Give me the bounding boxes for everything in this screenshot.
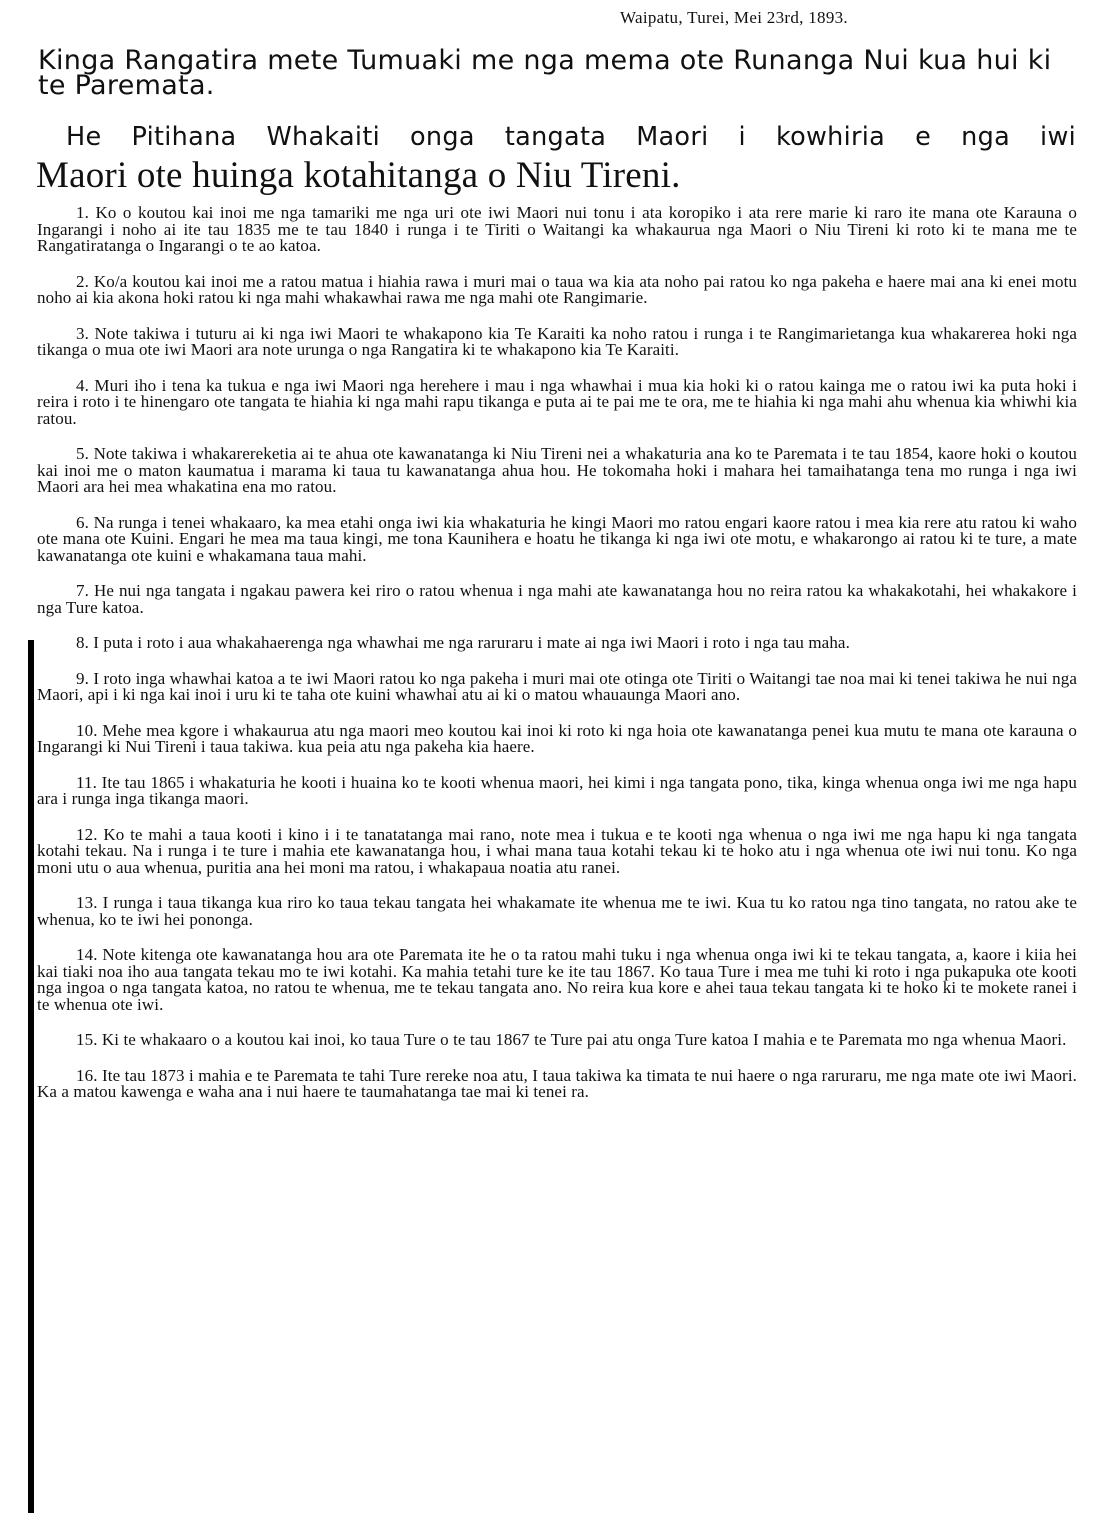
paragraph-16: 16. Ite tau 1873 i mahia e te Paremata te tahi Ture rereke noa atu, I taua takiwa ka timata te nui haere o nga raruraru, me nga mate ote iwi Maori. Ka a matou kawenga e waha ana i nui haere te taumahatanga tae mai ki tenei ra.: [37, 1065, 1077, 1101]
paragraph-3: 3. Note takiwa i tuturu ai ki nga iwi Maori te whakapono kia Te Karaiti ka noho ratou i runga i te Rangimarietanga kua whakarerea hoki nga tikanga o mua ote iwi Maori ara note urunga o nga Rangatira ki te whakapono kia Te Karaiti.: [37, 323, 1077, 359]
paragraph-8: 8. I puta i roto i aua whakahaerenga nga whawhai me nga raruraru i mate ai nga iwi Maori i roto i nga tau maha.: [76, 633, 850, 652]
margin-rule: [28, 640, 34, 1513]
paragraph-15: 15. Ki te whakaaro o a koutou kai inoi, ko taua Ture o te tau 1867 te Ture pai atu onga Ture katoa I mahia e te Paremata mo nga whenua Maori.: [76, 1030, 1067, 1049]
dateline: Waipatu, Turei, Mei 23rd, 1893.: [620, 8, 848, 27]
paragraph-12: 12. Ko te mahi a taua kooti i kino i i te tanatatanga mai rano, note mea i tukua e te kooti nga whenua o nga iwi me nga hapu ki nga tangata kotahi tekau. Na i runga i te ture i mahia ete kawanatanga hou, i whai mana taua kotahi tekau ki te hoko atu i nga whenua ote iwi nui tonu. Ko nga moni utu o aua whenua, puritia ana hei moni ma ratou, i whakapaua noatia atu ranei.: [37, 824, 1077, 877]
salutation: Kinga Rangatira mete Tumuaki me nga mema ote Runanga Nui kua hui ki te Paremata.: [38, 45, 1052, 101]
petition-title-line-1: He Pitihana Whakaiti onga tangata Maori i kowhiria e nga iwi: [66, 122, 1076, 152]
paragraph-6: 6. Na runga i tenei whakaaro, ka mea etahi onga iwi kia whakaturia he kingi Maori mo ratou engari kaore ratou i mea kia rere atu ratou ki waho ote mana ote Kuini. Engari he mea ma taua kingi, me tona Kaunihera e hoatu he tikanga ki nga iwi ote motu, e whakarongo ai ratou ki te ture, a mate kawanatanga ote kuini e whakamana taua mahi.: [37, 512, 1077, 565]
paragraph-1: 1. Ko o koutou kai inoi me nga tamariki me nga uri ote iwi Maori nui tonu i ata koropiko i ata rere marie ki raro ite mana ote Karauna o Ingarangi i noho ai ite tau 1835 me te tau 1840 i runga i te Tiriti o Waitangi ka whakaurua nga Maori o Niu Tireni ki roto ki te mana me te Rangatiratanga o Ingarangi o te ao katoa.: [37, 203, 1077, 255]
petition-title-line-2: Maori ote huinga kotahitanga o Niu Tireni.: [36, 155, 681, 196]
paragraph-11: 11. Ite tau 1865 i whakaturia he kooti i huaina ko te kooti whenua maori, hei kimi i nga tangata pono, tika, kinga whenua onga iwi me nga hapu ara i runga inga tikanga maori.: [37, 772, 1077, 808]
paragraph-4: 4. Muri iho i tena ka tukua e nga iwi Maori nga herehere i mau i nga whawhai i mua kia hoki ki o ratou kainga me o ratou iwi ka puta hoki i reira i roto i te hinengaro ote tangata te hiahia ki nga mahi rapu tikanga e puta ai te pai me te ora, me te hiahia ki nga mahi ahu whenua kia whiwhi kia ratou.: [37, 375, 1077, 428]
paragraph-10: 10. Mehe mea kgore i whakaurua atu nga maori meo koutou kai inoi ki roto ki nga hoia ote kawanatanga penei kua mutu te mana ote karauna o Ingarangi ki Nui Tireni i taua takiwa. kua peia atu nga pakeha kia haere.: [37, 720, 1077, 756]
paragraph-13: 13. I runga i taua tikanga kua riro ko taua tekau tangata hei whakamate ite whenua me te iwi. Kua tu ko ratou nga tino tangata, no ratou ake te whenua, ko te iwi hei pononga.: [37, 893, 1077, 929]
paragraph-14: 14. Note kitenga ote kawanatanga hou ara ote Paremata ite he o ta ratou mahi tuku i nga whenua onga iwi ki te tekau tangata, a, kaore i kiia hei kai tiaki noa iho aua tangata tekau mo te iwi kotahi. Ka mahia tetahi ture ke ite tau 1867. Ko taua Ture i mea me tuhi ki roto i nga pukapuka ote kooti nga ingoa o nga tangata katoa, no ratou te whenua, me te tekau tangata ano. No reira kua kore e ahei taua tekau tangata ki te hoko ki te mokete ranei i te whenua ote iwi.: [37, 945, 1077, 1014]
petition-body: [37, 205, 1077, 1120]
paragraph-9: 9. I roto inga whawhai katoa a te iwi Maori ratou ko nga pakeha i muri mai ote otinga ote Tiriti o Waitangi tae noa mai ki tenei takiwa he nui nga Maori, api i ki nga kai inoi i uru ki te taha ote kuini whawhai atu ai ki o matou whauaunga Maori ano.: [37, 668, 1077, 704]
paragraph-5: 5. Note takiwa i whakarereketia ai te ahua ote kawanatanga ki Niu Tireni nei a whakaturia ana ko te Paremata i te tau 1854, kaore hoki o koutou kai inoi me o maton kaumatua i marama ki taua tu kawanatanga ahua hou. He tokomaha hoki i mahara hei tamaihatanga tena mo runga i nga iwi Maori ara hei mea whakatina ena mo ratou.: [37, 444, 1077, 496]
paragraph-7: 7. He nui nga tangata i ngakau pawera kei riro o ratou whenua i nga mahi ate kawanatanga hou no reira ratou ka whakakotahi, hei whakakore i nga Ture katoa.: [37, 581, 1077, 617]
paragraph-2: 2. Ko/a koutou kai inoi me a ratou matua i hiahia rawa i muri mai o taua wa kia ata noho pai ratou ko nga pakeha e haere mai ana ki enei motu noho ai kia akona hoki ratou ki nga mahi whakawhai rawa me nga mahi ote Rangimarie.: [37, 271, 1077, 307]
